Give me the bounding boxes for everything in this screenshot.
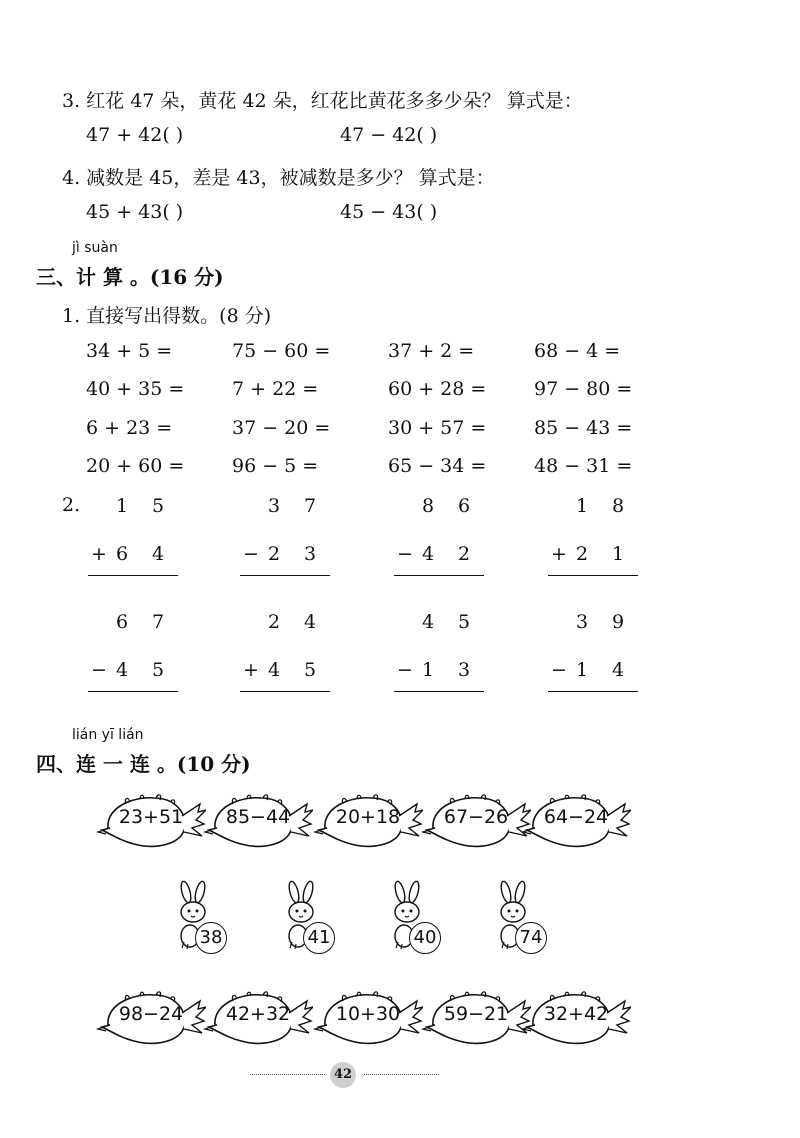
blank-op <box>394 493 416 519</box>
section-3-sub2-label: 2. <box>62 494 81 516</box>
radish-card[interactable] <box>203 983 313 1053</box>
blank-op <box>88 609 110 635</box>
radish-expression: 64−24 <box>543 806 609 828</box>
mental-problem[interactable]: 37 + 2 = <box>388 340 475 362</box>
bunny-number: 38 <box>195 922 227 954</box>
radish-card[interactable] <box>521 786 631 856</box>
mental-problem[interactable]: 7 + 22 = <box>232 378 319 400</box>
radish-card[interactable] <box>203 786 313 856</box>
bunny-card[interactable] <box>172 880 242 955</box>
question-3-text: 3. 红花 47 朵，黄花 42 朵，红花比黄花多多少朵？ 算式是： <box>62 90 583 112</box>
digit-tens: 3 <box>575 611 589 633</box>
mental-problem[interactable]: 75 − 60 = <box>232 340 331 362</box>
digit-ones: 9 <box>611 611 625 633</box>
sum-line <box>240 691 330 692</box>
vertical-problem[interactable] <box>394 493 484 576</box>
digit-tens: 6 <box>115 543 129 565</box>
question-4-option-2[interactable]: 45 − 43( ) <box>340 201 438 223</box>
mental-problem[interactable]: 65 − 34 = <box>388 455 487 477</box>
section-3-sub1: 1. 直接写出得数。(8 分) <box>62 305 272 327</box>
operator: − <box>243 543 259 565</box>
mental-problem[interactable]: 37 − 20 = <box>232 417 331 439</box>
operator: − <box>551 659 567 681</box>
digit-ones: 3 <box>303 543 317 565</box>
operator: − <box>397 659 413 681</box>
radish-expression: 10+30 <box>335 1003 401 1025</box>
radish-expression: 42+32 <box>225 1003 291 1025</box>
digit-ones: 5 <box>151 495 165 517</box>
page-footer <box>250 1062 440 1088</box>
radish-expression: 98−24 <box>118 1003 184 1025</box>
section-3-pinyin: jì suàn <box>72 240 118 256</box>
radish-card[interactable] <box>96 983 206 1053</box>
digit-tens: 4 <box>421 543 435 565</box>
bunny-card[interactable] <box>386 880 456 955</box>
radish-expression: 32+42 <box>543 1003 609 1025</box>
blank-op <box>240 609 262 635</box>
digit-ones: 4 <box>151 543 165 565</box>
operator: + <box>243 659 259 681</box>
vertical-problem[interactable] <box>240 609 330 692</box>
digit-ones: 4 <box>611 659 625 681</box>
sum-line <box>88 691 178 692</box>
sum-line <box>394 691 484 692</box>
mental-problem[interactable]: 60 + 28 = <box>388 378 487 400</box>
blank-op <box>240 493 262 519</box>
digit-tens: 8 <box>421 495 435 517</box>
question-3-option-1[interactable]: 47 + 42( ) <box>86 124 184 146</box>
sum-line <box>88 575 178 576</box>
digit-tens: 4 <box>115 659 129 681</box>
footer-dots-left <box>250 1074 325 1075</box>
radish-expression: 23+51 <box>118 806 184 828</box>
digit-tens: 1 <box>575 495 589 517</box>
digit-ones: 1 <box>611 543 625 565</box>
vertical-problem[interactable] <box>88 493 178 576</box>
blank-op <box>394 609 416 635</box>
operator: + <box>91 543 107 565</box>
sum-line <box>240 575 330 576</box>
digit-tens: 2 <box>575 543 589 565</box>
digit-tens: 6 <box>115 611 129 633</box>
mental-problem[interactable]: 48 − 31 = <box>534 455 633 477</box>
question-3-option-2[interactable]: 47 − 42( ) <box>340 124 438 146</box>
mental-problem[interactable]: 96 − 5 = <box>232 455 319 477</box>
bunny-number: 41 <box>303 922 335 954</box>
digit-ones: 5 <box>151 659 165 681</box>
vertical-problem[interactable] <box>88 609 178 692</box>
bunny-number: 74 <box>515 922 547 954</box>
radish-expression: 67−26 <box>443 806 509 828</box>
mental-problem[interactable]: 68 − 4 = <box>534 340 621 362</box>
bunny-number: 40 <box>409 922 441 954</box>
digit-ones: 2 <box>457 543 471 565</box>
bunny-card[interactable] <box>280 880 350 955</box>
digit-ones: 7 <box>151 611 165 633</box>
question-4-text: 4. 减数是 45，差是 43，被减数是多少？ 算式是： <box>62 167 495 189</box>
digit-ones: 3 <box>457 659 471 681</box>
blank-op <box>548 493 570 519</box>
sum-line <box>548 691 638 692</box>
radish-expression: 85−44 <box>225 806 291 828</box>
sum-line <box>548 575 638 576</box>
sum-line <box>394 575 484 576</box>
operator: − <box>397 543 413 565</box>
vertical-problem[interactable] <box>240 493 330 576</box>
digit-tens: 4 <box>267 659 281 681</box>
section-4-title: 四、连 一 连 。(10 分) <box>36 752 251 776</box>
bunny-card[interactable] <box>492 880 562 955</box>
vertical-problem[interactable] <box>548 609 638 692</box>
radish-card[interactable] <box>96 786 206 856</box>
operator: + <box>551 543 567 565</box>
digit-ones: 4 <box>303 611 317 633</box>
mental-problem[interactable]: 20 + 60 = <box>86 455 185 477</box>
digit-tens: 1 <box>575 659 589 681</box>
footer-dots-right <box>364 1074 439 1075</box>
mental-problem[interactable]: 85 − 43 = <box>534 417 633 439</box>
radish-card[interactable] <box>421 786 531 856</box>
digit-ones: 7 <box>303 495 317 517</box>
digit-ones: 6 <box>457 495 471 517</box>
digit-ones: 5 <box>303 659 317 681</box>
mental-problem[interactable]: 30 + 57 = <box>388 417 487 439</box>
digit-ones: 5 <box>457 611 471 633</box>
digit-tens: 2 <box>267 543 281 565</box>
mental-problem[interactable]: 6 + 23 = <box>86 417 173 439</box>
section-3-title: 三、计 算 。(16 分) <box>36 265 224 289</box>
radish-expression: 59−21 <box>443 1003 509 1025</box>
digit-tens: 4 <box>421 611 435 633</box>
mental-problem[interactable]: 97 − 80 = <box>534 378 633 400</box>
mental-problem[interactable]: 34 + 5 = <box>86 340 173 362</box>
radish-card[interactable] <box>313 983 423 1053</box>
question-4-option-1[interactable]: 45 + 43( ) <box>86 201 184 223</box>
blank-op <box>88 493 110 519</box>
radish-card[interactable] <box>313 786 423 856</box>
section-4-pinyin: lián yī lián <box>72 727 144 743</box>
mental-problem[interactable]: 40 + 35 = <box>86 378 185 400</box>
digit-tens: 1 <box>115 495 129 517</box>
operator: − <box>91 659 107 681</box>
page-number: 42 <box>330 1062 356 1088</box>
digit-tens: 1 <box>421 659 435 681</box>
digit-ones: 8 <box>611 495 625 517</box>
radish-card[interactable] <box>421 983 531 1053</box>
blank-op <box>548 609 570 635</box>
radish-card[interactable] <box>521 983 631 1053</box>
radish-expression: 20+18 <box>335 806 401 828</box>
digit-tens: 3 <box>267 495 281 517</box>
vertical-problem[interactable] <box>548 493 638 576</box>
vertical-problem[interactable] <box>394 609 484 692</box>
digit-tens: 2 <box>267 611 281 633</box>
